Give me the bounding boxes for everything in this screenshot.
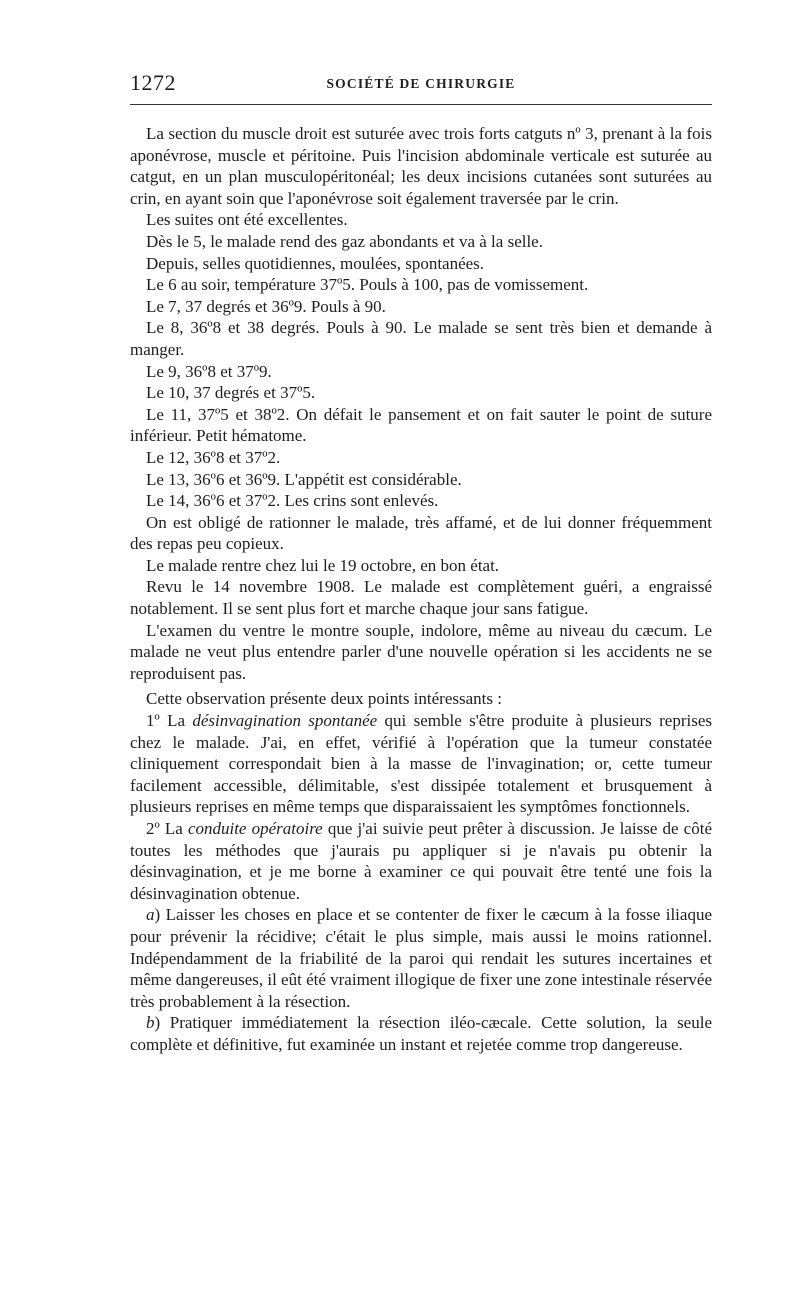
paragraph-rest: qui semble s'être produite à plusieurs reprises chez le malade. J'ai, en effet, vérifié à l'opération que la tumeur constatée cliniquement correspondait bien à la masse de l'invagination; or, cette tumeur facilement accessible, délimitable, s'est dissipée totalement et brusquement à plusieurs reprises en même temps que disparaissaient les symptômes fonctionnels. xyxy=(130,711,712,817)
list-letter: b xyxy=(146,1013,155,1033)
paragraph: Les suites ont été excellentes. xyxy=(146,210,348,230)
paragraph: Le 7, 37 degrés et 36º9. Pouls à 90. xyxy=(146,296,386,316)
paragraph xyxy=(130,710,712,818)
paragraph: On est obligé de rationner le malade, très affamé, et de lui donner fréquemment des repas peu copieux. xyxy=(130,512,712,554)
paragraph: L'examen du ventre le montre souple, indolore, même au niveau du cæcum. Le malade ne veut plus entendre parler d'une nouvelle opération si les accidents ne se reproduisent pas. xyxy=(130,620,712,683)
emphasis: désinvagination spontanée xyxy=(192,711,378,731)
paragraph: Le 9, 36º8 et 37º9. xyxy=(146,361,272,381)
paragraph: Depuis, selles quotidiennes, moulées, spontanées. xyxy=(146,253,485,273)
paragraph: Le 11, 37º5 et 38º2. On défait le pansement et on fait sauter le point de suture inférieur. Petit hématome. xyxy=(130,404,712,446)
paragraph xyxy=(130,904,712,1012)
paragraph: Revu le 14 novembre 1908. Le malade est complètement guéri, a engraissé notablement. Il se sent plus fort et marche chaque jour sans fatigue. xyxy=(130,577,712,619)
paragraph-rest: ) Pratiquer immédiatement la résection iléo-cæcale. Cette solution, la seule complète et définitive, fut examinée un instant et rejetée comme trop dangereuse. xyxy=(130,1013,712,1054)
paragraph: Cette observation présente deux points intéressants : xyxy=(146,689,502,709)
body-text xyxy=(130,123,712,1056)
paragraph: Le 12, 36º8 et 37º2. xyxy=(146,447,281,467)
paragraph: Le 13, 36º6 et 36º9. L'appétit est considérable. xyxy=(146,469,462,489)
paragraph xyxy=(130,818,712,904)
paragraph-lead: 1º La xyxy=(146,711,193,731)
paragraph-rest: que j'ai suivie peut prêter à discussion. Je laisse de côté toutes les méthodes que j'aurais pu appliquer si je n'avais pu obtenir la désinvagination, et je me borne à examiner ce qui pouvait être tenté une fois la désinvagination obtenue. xyxy=(130,819,712,903)
paragraph: Le 10, 37 degrés et 37º5. xyxy=(146,383,316,403)
header-rule xyxy=(130,104,712,105)
paragraph: Dès le 5, le malade rend des gaz abondants et va à la selle. xyxy=(146,231,543,251)
running-title: SOCIÉTÉ DE CHIRURGIE xyxy=(326,76,516,91)
paragraph xyxy=(130,1012,712,1055)
paragraph-rest: ) Laisser les choses en place et se contenter de fixer le cæcum à la fosse iliaque pour prévenir la récidive; c'était le plus simple, mais aussi le moins rationnel. Indépendamment de la friabilité de la paroi qui rendait les sutures incertaines et même dangereuses, il eût été vraiment illogique de fixer une zone intestinale réservée très probablement à la résection. xyxy=(130,905,713,1011)
page-header xyxy=(130,70,712,100)
page-number: 1272 xyxy=(130,70,176,95)
paragraph: La section du muscle droit est suturée avec trois forts catguts nº 3, prenant à la fois aponévrose, muscle et péritoine. Puis l'incision abdominale verticale est suturée au catgut, en un plan musculopéritonéal; les deux incisions cutanées sont suturées au crin, en ayant soin que l'aponévrose soit également traversée par le crin. xyxy=(130,124,712,208)
emphasis: conduite opératoire xyxy=(187,819,323,838)
list-letter: a xyxy=(146,905,155,925)
paragraph: Le 8, 36º8 et 38 degrés. Pouls à 90. Le malade se sent très bien et demande à manger. xyxy=(130,318,712,359)
paragraph: Le 14, 36º6 et 37º2. Les crins sont enlevés. xyxy=(146,491,439,511)
paragraph: Le malade rentre chez lui le 19 octobre, en bon état. xyxy=(146,555,500,575)
paragraph-lead: 2º La xyxy=(146,819,188,838)
paragraph: Le 6 au soir, température 37º5. Pouls à 100, pas de vomissement. xyxy=(146,275,589,295)
